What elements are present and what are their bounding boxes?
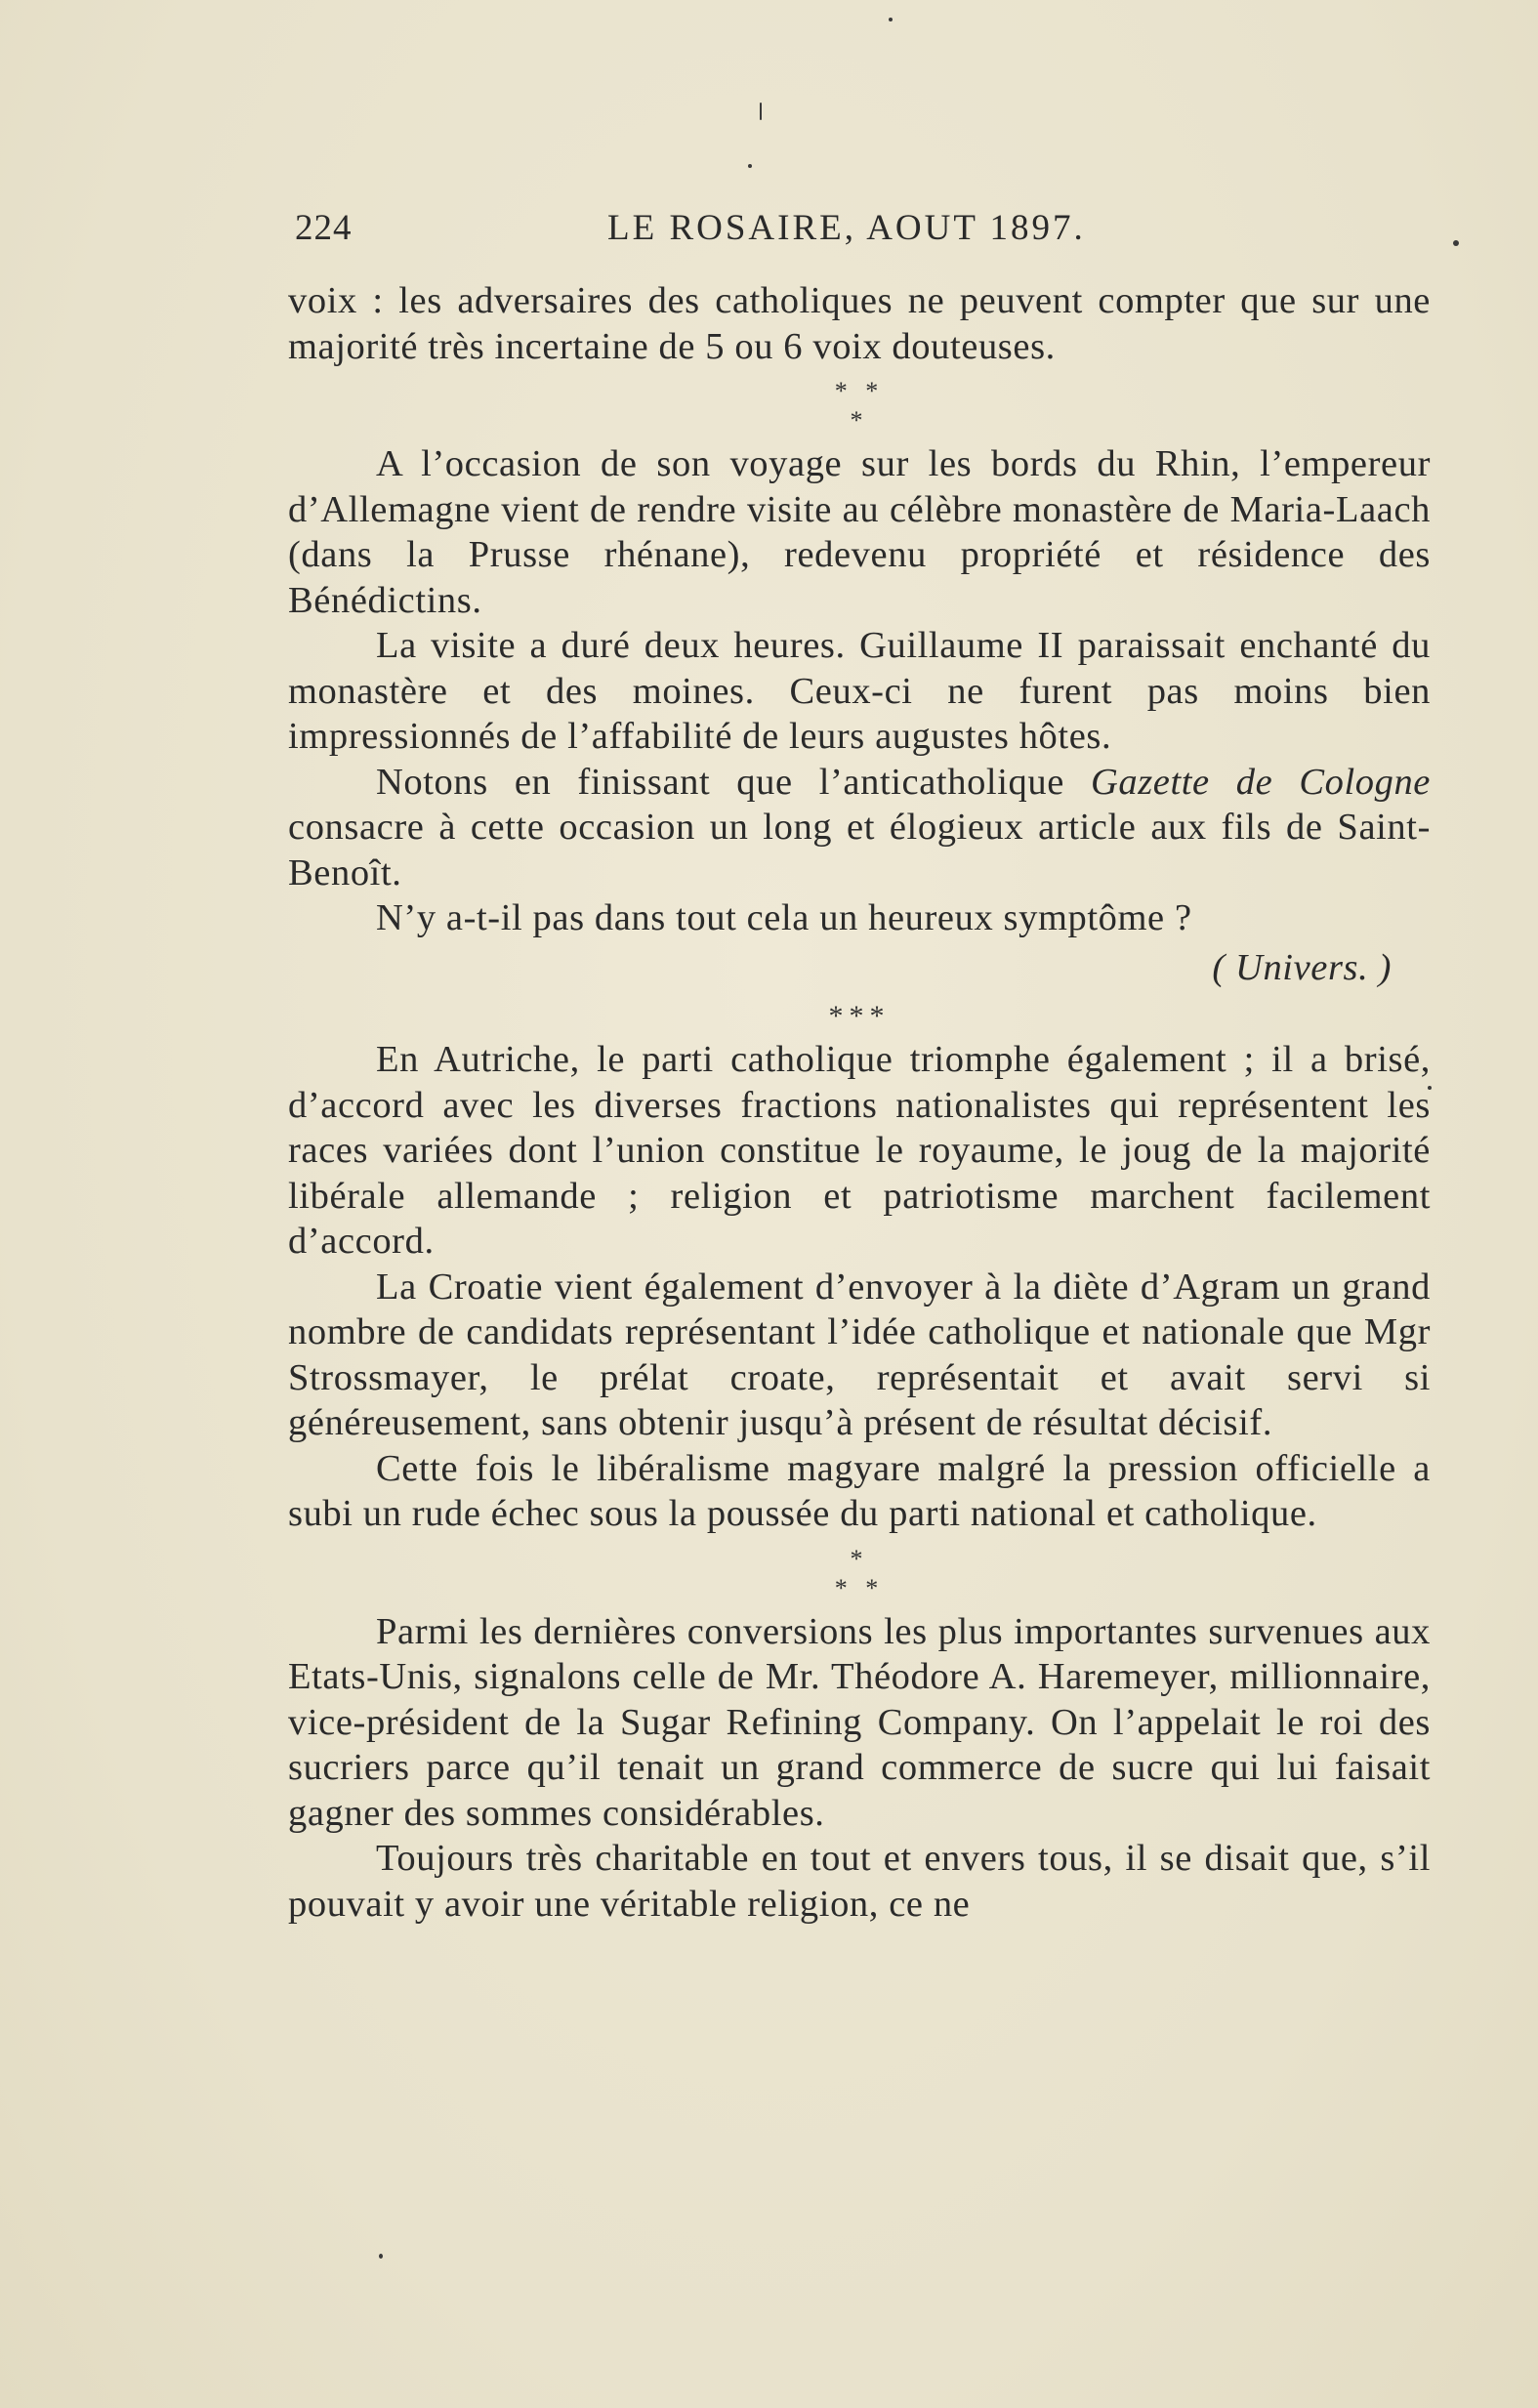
paragraph: Cette fois le libéralisme magyare malgré la pression officielle a subi un rude échec sous la poussée du parti national et catholique. xyxy=(288,1447,1431,1534)
paragraph: Parmi les dernières conversions les plus importantes survenues aux Etats-Unis, signalons celle de Mr. Théodore A. Haremeyer, millionnaire, vice-président de la Sugar Refining Company. On l’appelait le roi des sucriers parce qu’il tenait un grand commerce de sucre qui lui faisait gagner des sommes considérables. xyxy=(288,1610,1431,1834)
paragraph: voix : les adversaires des catholiques ne peuvent compter que sur une majorité très incertaine de 5 ou 6 voix douteuses. xyxy=(288,280,1431,367)
scan-speck xyxy=(748,164,752,168)
asterism-triple: *** xyxy=(828,1000,891,1032)
paragraph: N’y a-t-il pas dans tout cela un heureux symptôme ? xyxy=(376,897,1192,938)
asterism-top: * xyxy=(850,1544,869,1573)
paragraph: En Autriche, le parti catholique triomphe également ; il a brisé, d’accord avec les diverses fractions nationalistes qui représentent les races variées dont l’union constitue le royaume, le joug de la majorité libérale allemande ; religion et patriotisme marchent facilement d’accord. xyxy=(288,1039,1431,1262)
running-title: LE ROSAIRE, AOUT 1897. xyxy=(607,208,1086,248)
paragraph xyxy=(288,760,1431,896)
asterism-top: * * xyxy=(834,377,885,405)
scan-speck xyxy=(379,2254,383,2259)
scan-speck xyxy=(1453,240,1459,246)
paragraph: La visite a duré deux heures. Guillaume II paraissait enchanté du monastère et des moines. Ceux-ci ne furent pas moins bien impressionnés de l’affabilité de leurs augustes hôtes. xyxy=(288,625,1431,757)
asterism-separator xyxy=(288,1002,1431,1031)
paragraph: A l’occasion de son voyage sur les bords du Rhin, l’empereur d’Allemagne vient de rendre visite au célèbre monastère de Maria-Laach (dans la Prusse rhénane), redevenu propriété et résidence des Bénédictins. xyxy=(288,443,1431,621)
asterism-separator xyxy=(288,1545,1431,1603)
paragraph-text: Notons en finissant que l’anticatholique xyxy=(376,761,1091,803)
newspaper-title: Gazette de Cologne xyxy=(1090,761,1431,803)
running-header xyxy=(295,207,1428,246)
asterism-bottom: * xyxy=(850,406,869,435)
asterism-separator xyxy=(288,377,1431,436)
scan-speck xyxy=(889,18,893,21)
article-text xyxy=(288,278,1431,1927)
page-number: 224 xyxy=(295,208,353,248)
asterism-bottom: * * xyxy=(834,1573,885,1602)
paragraph-text: consacre à cette occasion un long et élogieux article aux fils de Saint-Benoît. xyxy=(288,807,1431,893)
source-citation: ( Univers. ) xyxy=(1212,946,1392,988)
scan-speck xyxy=(760,103,762,120)
paragraph: Toujours très charitable en tout et envers tous, il se disait que, s’il pouvait y avoir une véritable religion, ce ne xyxy=(288,1838,1431,1925)
paragraph: La Croatie vient également d’envoyer à la diète d’Agram un grand nombre de candidats représentant l’idée catholique et nationale que Mgr Strossmayer, le prélat croate, représentait et avait servi si généreusement, sans obtenir jusqu’à présent de résultat décisif. xyxy=(288,1266,1431,1443)
